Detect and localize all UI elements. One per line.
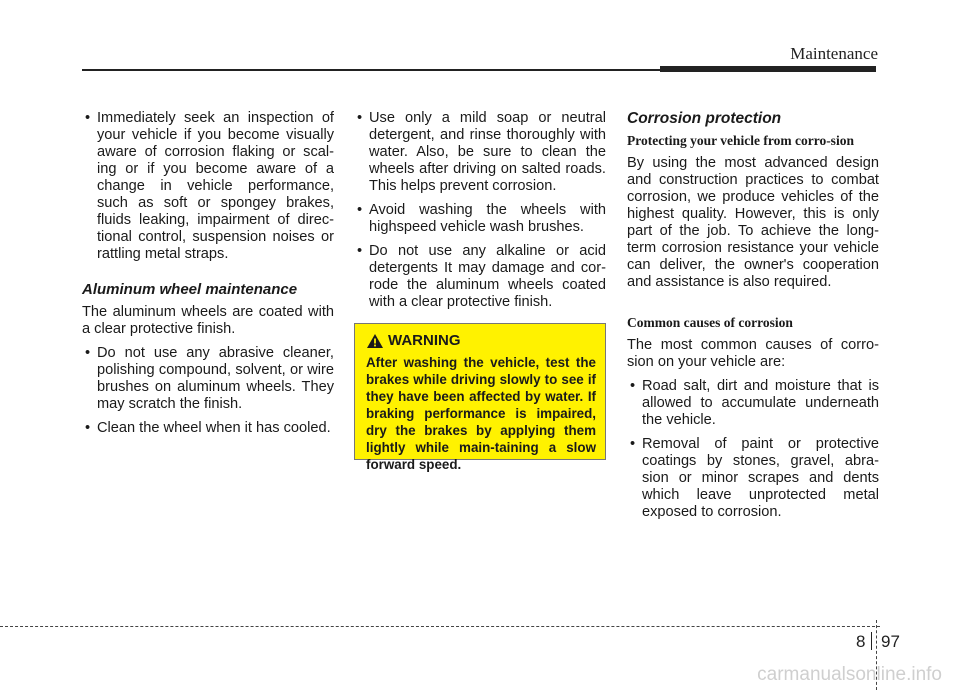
causes-intro: The most common causes of corro-sion on your vehicle are: [627,337,879,370]
warning-triangle-icon [366,333,384,349]
list-item: • Removal of paint or protective coatings by stones, gravel, abra-sion or minor scrapes and dents which leave unprotected metal exposed to corrosion. [627,436,879,521]
list-item: • Avoid washing the wheels with highspeed vehicle wash brushes. [354,202,606,236]
list-item: • Road salt, dirt and moisture that is allowed to accumulate underneath the vehicle. [627,378,879,429]
warning-title: WARNING [388,332,461,349]
subheading-causes: Common causes of corrosion [627,315,793,330]
warning-text: After washing the vehicle, test the brakes while driving slowly to see if they have been affected by water. If braking performance is impaired, dry the brakes by applying them lightly while main-taining a slow forward speed. [366,355,596,472]
list-item: • Do not use any abrasive cleaner, polishing compound, solvent, or wire brushes on aluminum wheels. They may scratch the finish. [82,345,334,413]
bullet-list [82,345,334,437]
warning-header [366,332,596,349]
section-heading-corrosion: Corrosion protection [627,110,782,127]
aluminum-intro: The aluminum wheels are coated with a clear protective finish. [82,304,334,337]
list-item: • Use only a mild soap or neutral detergent, and rinse thoroughly with water. Also, be sure to clean the wheels after driving on salted roads. This helps prevent corrosion. [354,110,606,195]
column-2 [354,110,606,472]
header-rule-accent [660,66,876,72]
page-number: 97 [881,632,900,651]
watermark: carmanualsonline.info [757,664,942,685]
chapter-number: 8 [856,632,866,651]
warning-box [354,323,606,472]
list-item: • Do not use any alkaline or acid detergents It may damage and cor-rode the aluminum wheels coated with a clear protective finish. [354,243,606,311]
footer-divider [871,632,872,650]
column-3 [627,110,879,528]
bullet-list [354,110,606,311]
page-header-title: Maintenance [790,44,878,63]
section-heading-aluminum: Aluminum wheel maintenance [82,281,298,298]
subheading-protecting: Protecting your vehicle from corro-sion [627,133,854,148]
list-item: • Immediately seek an inspection of your vehicle if you become visually aware of corrosion flaking or scal-ing or if you become aware of a change in vehicle performance, such as soft or spongey brakes, fluids leaking, impairment of direc-tional control, suspension noises or rattling metal straps. [82,110,334,263]
list-item: • Clean the wheel when it has cooled. [82,420,334,437]
footer-dashed-line [0,626,880,627]
column-1 [82,110,334,444]
bullet-list [627,378,879,521]
bullet-list [82,110,334,263]
protect-text: By using the most advanced design and construction practices to combat corrosion, we produce vehicles of the highest quality. However, this is only part of the job. To achieve the long-term corrosion resistance your vehicle can deliver, the owner's cooperation and assistance is also required. [627,155,879,290]
